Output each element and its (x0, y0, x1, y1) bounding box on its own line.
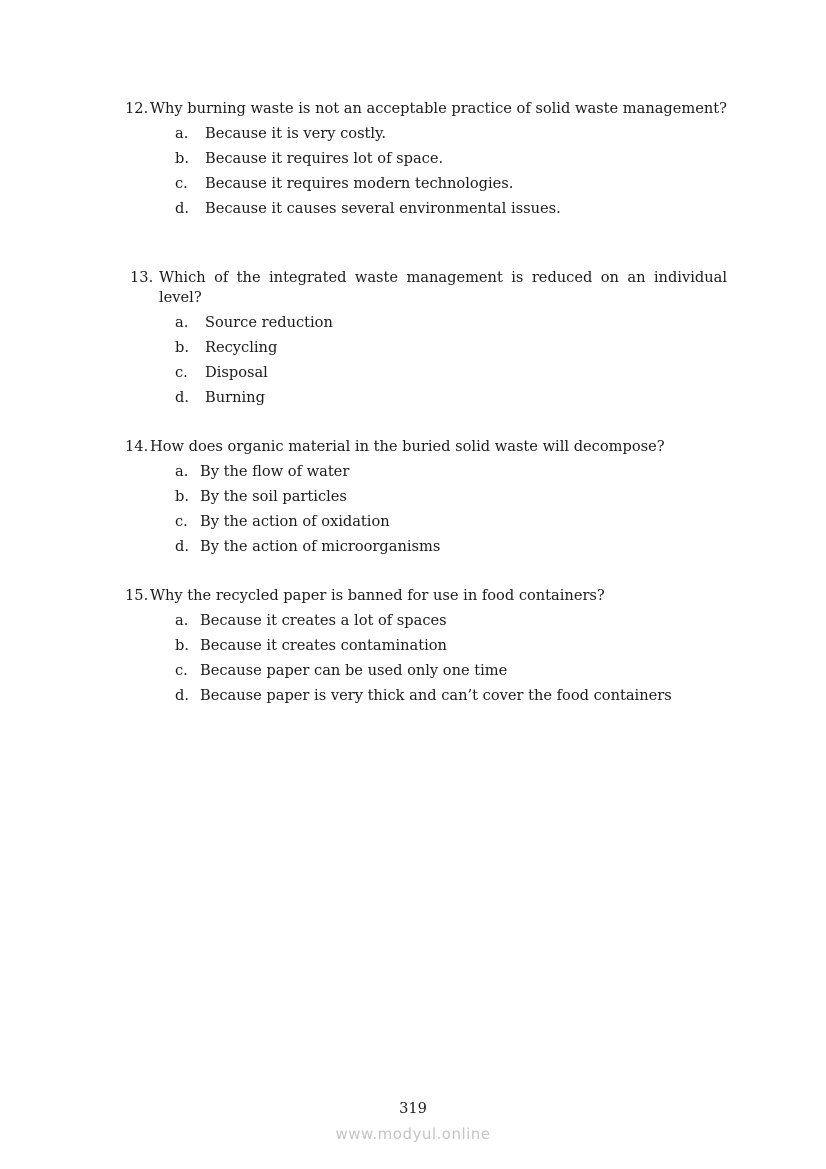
option-letter: d. (175, 389, 189, 406)
option-text: Because paper is very thick and can’t cover the food containers (200, 687, 672, 704)
option-letter: c. (175, 364, 188, 381)
option-list (125, 462, 727, 562)
option-d (130, 388, 727, 413)
option-letter: a. (175, 314, 189, 331)
watermark: www.modyul.online (335, 1125, 491, 1143)
option-text: Because it requires modern technologies. (205, 175, 514, 192)
option-b (125, 636, 727, 661)
option-letter: b. (175, 150, 189, 167)
option-letter: c. (175, 662, 188, 679)
option-d (125, 199, 727, 224)
option-text: Because it is very costly. (205, 125, 387, 142)
question-text: Why burning waste is not an acceptable practice of solid waste management? (150, 100, 727, 117)
option-letter: a. (175, 463, 189, 480)
option-list (130, 313, 727, 413)
option-text: Because paper can be used only one time (200, 662, 508, 679)
question-stem (125, 99, 727, 119)
question-14 (125, 437, 727, 562)
page-number: 319 (399, 1100, 427, 1117)
option-letter: d. (175, 687, 189, 704)
option-letter: a. (175, 125, 189, 142)
option-b (130, 338, 727, 363)
option-text: By the action of oxidation (200, 513, 390, 530)
option-d (125, 537, 727, 562)
option-letter: a. (175, 612, 189, 629)
option-text: Recycling (205, 339, 278, 356)
option-text: Because it creates a lot of spaces (200, 612, 447, 629)
option-text: Disposal (205, 364, 268, 381)
option-c (130, 363, 727, 388)
option-c (125, 512, 727, 537)
option-text: Because it requires lot of space. (205, 150, 444, 167)
option-letter: b. (175, 637, 189, 654)
option-text: By the soil particles (200, 488, 347, 505)
option-list (125, 124, 727, 224)
option-b (125, 487, 727, 512)
option-a (125, 124, 727, 149)
question-number: 13. (130, 269, 154, 286)
option-text: Because it creates contamination (200, 637, 447, 654)
option-d (125, 686, 727, 711)
option-a (125, 611, 727, 636)
option-letter: d. (175, 538, 189, 555)
option-letter: b. (175, 488, 189, 505)
question-text: How does organic material in the buried solid waste will decompose? (150, 438, 665, 455)
question-15 (125, 586, 727, 711)
question-number: 15. (125, 587, 149, 604)
option-a (130, 313, 727, 338)
option-text: Because it causes several environmental issues. (205, 200, 561, 217)
option-list (125, 611, 727, 711)
question-text: Why the recycled paper is banned for use in food containers? (150, 587, 605, 604)
option-text: Source reduction (205, 314, 333, 331)
option-text: By the flow of water (200, 463, 350, 480)
question-number: 14. (125, 438, 149, 455)
option-text: Burning (205, 389, 265, 406)
question-13 (130, 268, 727, 413)
question-text: Which of the integrated waste management is reduced on an individual level? (159, 269, 727, 306)
option-letter: d. (175, 200, 189, 217)
option-letter: c. (175, 175, 188, 192)
option-a (125, 462, 727, 487)
option-text: By the action of microorganisms (200, 538, 441, 555)
option-c (125, 661, 727, 686)
option-c (125, 174, 727, 199)
question-12 (125, 99, 727, 224)
question-number: 12. (125, 100, 149, 117)
question-stem (125, 437, 727, 457)
question-stem (125, 586, 727, 606)
question-stem (130, 268, 727, 308)
option-b (125, 149, 727, 174)
option-letter: c. (175, 513, 188, 530)
option-letter: b. (175, 339, 189, 356)
